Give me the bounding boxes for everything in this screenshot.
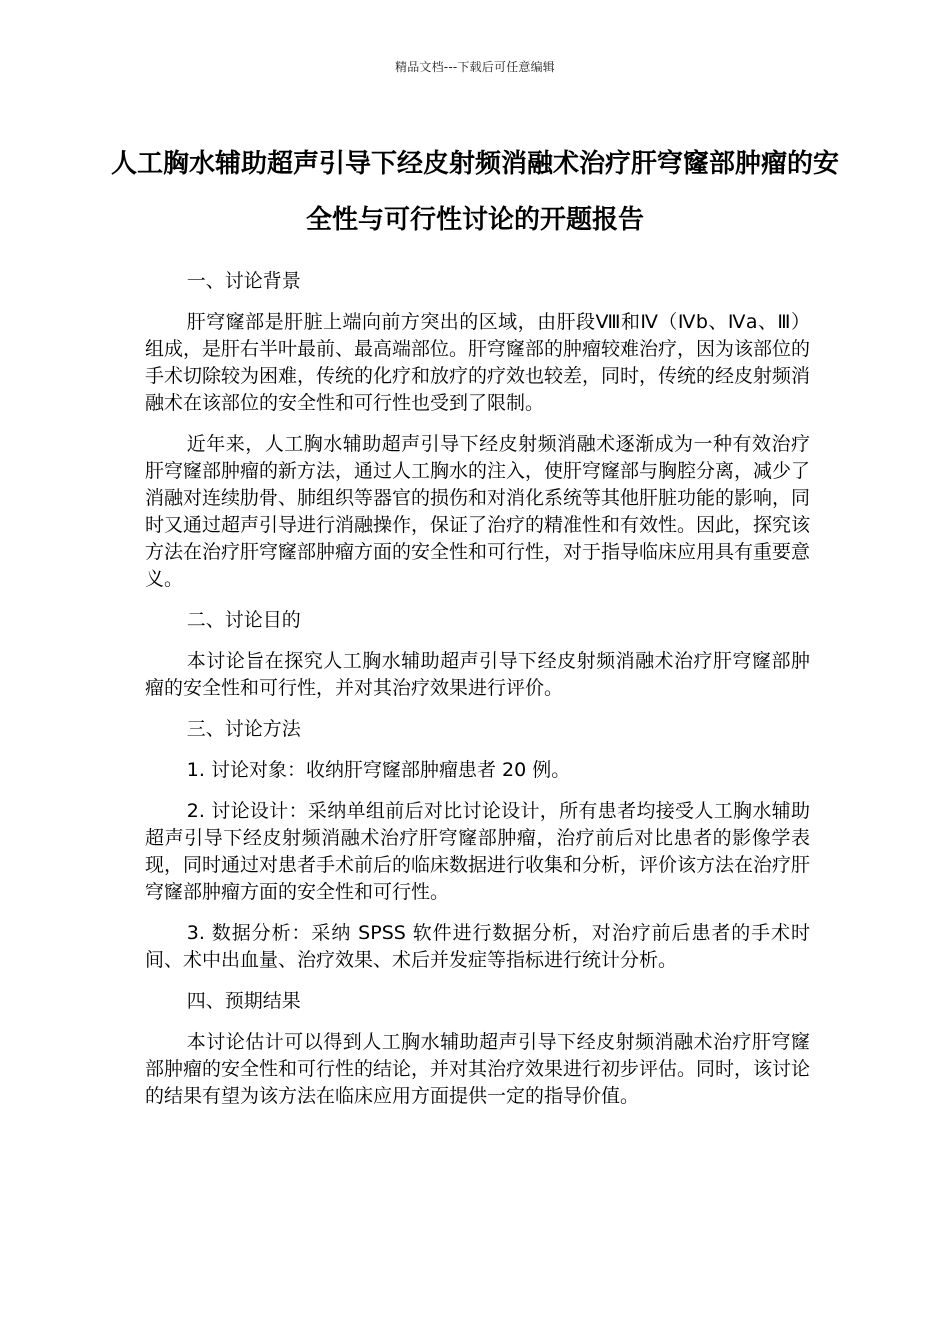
section-heading-methods: 三、讨论方法	[186, 718, 301, 740]
methods-design: 2. 讨论设计：采纳单组前后对比讨论设计，所有患者均接受人工胸水辅助超声引导下经皮射频消融术治疗肝穹窿部肿瘤，治疗前后对比患者的影像学表现，同时通过对患者手术前后的临床数据进行收集和分析，评价该方法在治疗肝穹窿部肿瘤方面的安全性和可行性。	[145, 800, 811, 903]
section-heading-background: 一、讨论背景	[186, 270, 301, 292]
section-heading-expected-results: 四、预期结果	[186, 990, 301, 1012]
purpose-paragraph: 本讨论旨在探究人工胸水辅助超声引导下经皮射频消融术治疗肝穹窿部肿瘤的安全性和可行性，并对其治疗效果进行评价。	[145, 650, 810, 699]
header-note: 精品文档---下载后可任意编辑	[395, 60, 555, 74]
section-heading-purpose: 二、讨论目的	[186, 609, 301, 631]
document-title: 人工胸水辅助超声引导下经皮射频消融术治疗肝穹窿部肿瘤的安全性与可行性讨论的开题报告	[110, 149, 839, 235]
expected-results-paragraph: 本讨论估计可以得到人工胸水辅助超声引导下经皮射频消融术治疗肝穹窿部肿瘤的安全性和可行性的结论，并对其治疗效果进行初步评估。同时，该讨论的结果有望为该方法在临床应用方面提供一定的指导价值。	[145, 1031, 811, 1107]
methods-analysis: 3. 数据分析：采纳 SPSS 软件进行数据分析，对治疗前后患者的手术时间、术中出血量、治疗效果、术后并发症等指标进行统计分析。	[145, 922, 810, 971]
background-paragraph-1: 肝穹窿部是肝脏上端向前方突出的区域，由肝段Ⅷ和Ⅳ（Ⅳb、Ⅳa、Ⅲ）组成，是肝右半叶最前、最高端部位。肝穹窿部的肿瘤较难治疗，因为该部位的手术切除较为困难，传统的化疗和放疗的疗效也较差，同时，传统的经皮射频消融术在该部位的安全性和可行性也受到了限制。	[145, 311, 811, 414]
document-body	[145, 268, 810, 1124]
methods-subjects: 1. 讨论对象：收纳肝穹窿部肿瘤患者 20 例。	[186, 759, 571, 781]
background-paragraph-2: 近年来，人工胸水辅助超声引导下经皮射频消融术逐渐成为一种有效治疗肝穹窿部肿瘤的新方法，通过人工胸水的注入，使肝穹窿部与胸腔分离，减少了消融对连续肋骨、肺组织等器官的损伤和对消化系统等其他肝脏功能的影响，同时又通过超声引导进行消融操作，保证了治疗的精准性和有效性。因此，探究该方法在治疗肝穹窿部肿瘤方面的安全性和可行性，对于指导临床应用具有重要意义。	[145, 433, 811, 590]
